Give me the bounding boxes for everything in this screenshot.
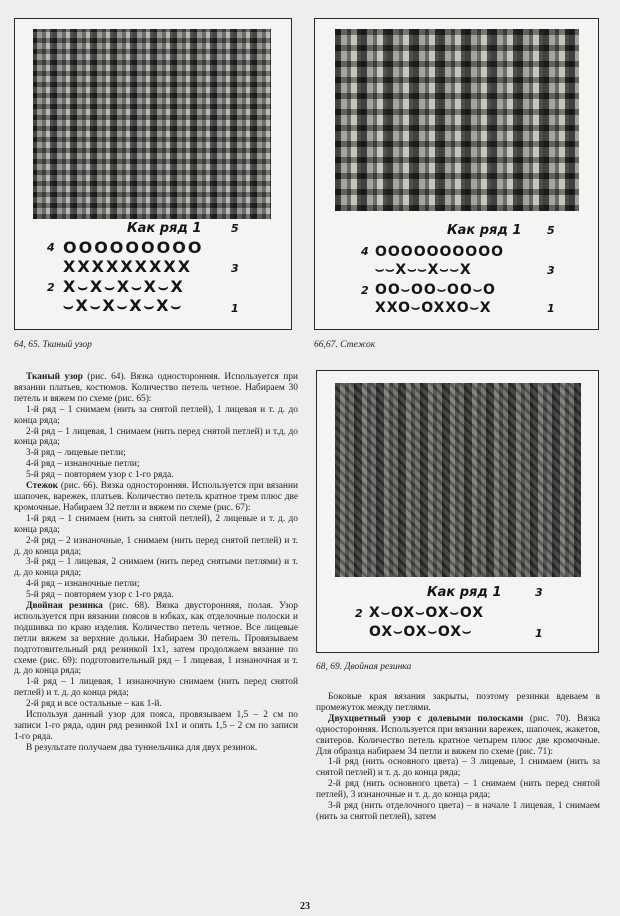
schema-row-2: OO⌣OO⌣OO⌣O — [375, 282, 496, 298]
knit-photo-double-rib — [335, 383, 581, 577]
paragraph: Используя данный узор для пояса, провязываем 1,5 – 2 см по записи 1-го ряда, один ряд резинкой 1x1 и опять 1,5 – 2 см по записи 1-го ряда. — [14, 710, 298, 742]
schema-row-1: OX⌣OX⌣OX⌣ — [369, 624, 473, 640]
schema-row-1: ⌣X⌣X⌣X⌣X⌣ — [63, 296, 183, 315]
schema-row-3: ⌣⌣X⌣⌣X⌣⌣X — [375, 262, 472, 278]
figure-68-69 — [316, 370, 599, 653]
paragraph: Тканый узор (рис. 64). Вязка односторонняя. Используется при вязании платьев, костюмов. Количество петель четное. Набираем 30 петель и вяжем по схеме (рис. 65): — [14, 372, 298, 404]
row-number: 2 — [361, 284, 369, 297]
schema-title: Как ряд 1 — [127, 221, 202, 236]
figure-66-67 — [314, 18, 599, 330]
paragraph: 2-й ряд – 1 лицевая, 1 снимаем (нить перед снятой петлей) и т.д. до конца ряда; — [14, 426, 298, 448]
paragraph: 4-й ряд – изнаночные петли; — [26, 579, 140, 590]
figure-caption: 64, 65. Тканый узор — [14, 340, 92, 350]
row-number: 4 — [47, 241, 55, 254]
right-text-column — [316, 692, 600, 823]
row-number: 5 — [231, 222, 239, 235]
paragraph: 3-й ряд (нить отделочного цвета) – в начале 1 лицевая, 1 снимаем (нить за снятой петлей), затем — [316, 801, 600, 822]
row-number: 1 — [535, 627, 543, 640]
paragraph: Двойная резинка (рис. 68). Вязка двусторонняя, полая. Узор используется при вязании поясов в юбках, как отделочные полоски и подшивка по краю изделия. Количество петель четное. Все лицевые петли вяжем за верхние дольки. Набираем 30 петель. Провязываем подготовительный ряд резинкой 1x1, затем продолжаем вязание по схеме (рис. 69): подготовительный ряд – 1 лицевая, 1 изнаночная и т. д. до конца ряда; — [14, 601, 298, 677]
row-number: 4 — [361, 245, 369, 258]
paragraph: Двухцветный узор с долевыми полосками (рис. 70). Вязка односторонняя. Используется при вязании варежек, шапочек, жакетов, свитеров. Количество петель кратное четырем плюс две кромочные. Для образца набираем 34 петли и вяжем по схеме (рис. 71): — [316, 713, 600, 757]
paragraph: 1-й ряд (нить основного цвета) – 3 лицевые, 1 снимаем (нить за снятой петлей) и т. д. до конца ряда; — [316, 757, 600, 779]
schema-title: Как ряд 1 — [427, 585, 502, 600]
knit-photo-stitch-pattern — [335, 29, 579, 211]
paragraph: 1-й ряд – 1 снимаем (нить за снятой петлей), 2 лицевые и т. д. до конца ряда; — [14, 513, 298, 535]
row-number: 2 — [47, 281, 55, 294]
figure-64-65 — [14, 18, 292, 330]
paragraph: 1-й ряд – 1 лицевая, 1 изнаночную снимаем (нить перед снятой петлей) и т. д. до конца ряда; — [14, 677, 298, 699]
figure-caption: 68, 69. Двойная резинка — [316, 662, 412, 672]
row-number: 1 — [231, 302, 239, 315]
row-number: 3 — [535, 586, 543, 599]
paragraph: Боковые края вязания закрыты, поэтому резинки вдеваем в промежуток между петлями. — [316, 692, 600, 713]
row-number: 5 — [547, 224, 555, 237]
schema-row-4: OOOOOOOOO — [63, 238, 204, 257]
paragraph: 5-й ряд – повторяем узор с 1-го ряда. — [26, 470, 174, 481]
paragraph: 4-й ряд – изнаночные петли; — [26, 459, 140, 470]
paragraph: 1-й ряд – 1 снимаем (нить за снятой петлей), 1 лицевая и т. д. до конца ряда; — [14, 404, 298, 426]
figure-caption: 66,67. Стежок — [314, 340, 376, 350]
row-number: 1 — [547, 302, 555, 315]
paragraph: 3-й ряд – лицевые петли; — [26, 448, 126, 459]
row-number: 3 — [547, 264, 555, 277]
paragraph: Стежок (рис. 66). Вязка односторонняя. Используется при вязании шапочек, варежек, платьев. Количество петель кратное трем плюс две кромочные. Набираем 32 петли и вяжем по схеме (рис. 67): — [14, 481, 298, 513]
schema-row-1: XXO⌣OXXO⌣X — [375, 300, 492, 316]
row-number: 2 — [355, 607, 363, 620]
page-number: 23 — [300, 901, 310, 912]
left-text-column — [14, 372, 298, 754]
paragraph: В результате получаем два туннельчика для двух резинок. — [26, 742, 258, 753]
knit-photo-woven-pattern — [33, 29, 271, 219]
schema-row-2: X⌣X⌣X⌣X⌣X — [63, 277, 185, 296]
schema-row-3: XXXXXXXXX — [63, 257, 193, 276]
paragraph: 3-й ряд – 1 лицевая, 2 снимаем (нить перед снятыми петлями) и т. д. до конца ряда; — [14, 557, 298, 579]
schema-title: Как ряд 1 — [447, 223, 522, 238]
schema-row-2: X⌣OX⌣OX⌣OX — [369, 605, 485, 621]
paragraph: 5-й ряд – повторяем узор с 1-го ряда. — [26, 590, 174, 601]
paragraph: 2-й ряд – 2 изнаночные, 1 снимаем (нить перед снятой петлей) и т. д. до конца ряда; — [14, 535, 298, 557]
paragraph: 2-й ряд (нить основного цвета) – 1 снимаем (нить перед снятой петлей), 3 изнаночные и т. д. до конца ряда; — [316, 779, 600, 801]
row-number: 3 — [231, 262, 239, 275]
schema-row-4: OOOOOOOOOO — [375, 244, 505, 260]
paragraph: 2-й ряд и все остальные – как 1-й. — [26, 699, 162, 710]
